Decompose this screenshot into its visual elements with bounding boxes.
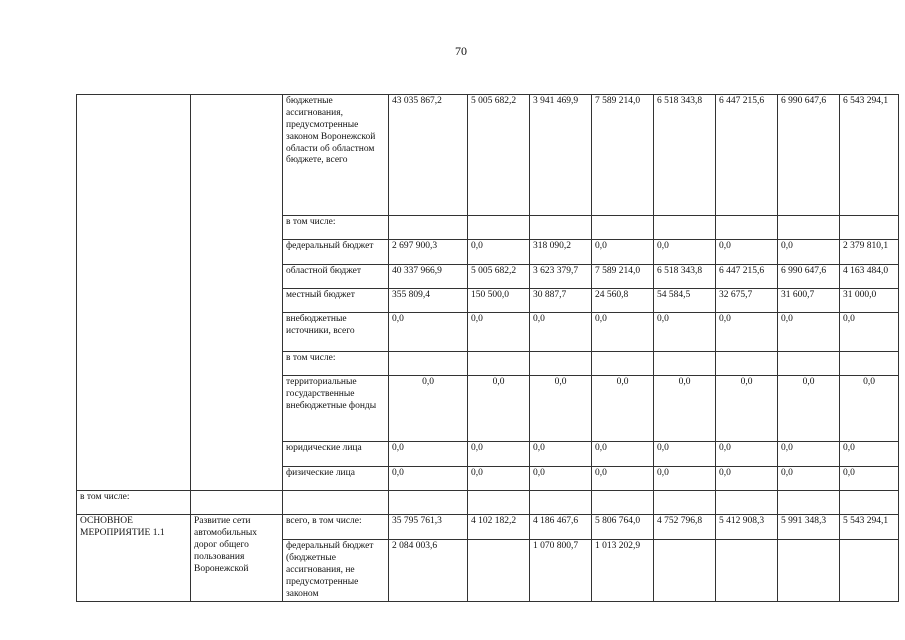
- subheader-label: в том числе:: [77, 491, 191, 515]
- budget-table: [76, 94, 899, 602]
- table-cell: 24 560,8: [592, 289, 654, 313]
- table-cell: 6 518 343,8: [654, 265, 716, 289]
- row-label: местный бюджет: [283, 289, 389, 313]
- table-cell: 0,0: [716, 376, 778, 442]
- table-cell: 1 070 800,7: [530, 540, 592, 602]
- row-label: физические лица: [283, 467, 389, 491]
- table-cell: 4 186 467,6: [530, 515, 592, 540]
- table-cell: 5 005 682,2: [468, 265, 530, 289]
- table-cell: 0,0: [840, 376, 899, 442]
- table-cell: 0,0: [592, 240, 654, 265]
- row-label: в том числе:: [283, 352, 389, 376]
- table-cell: 2 379 810,1: [840, 240, 899, 265]
- table-cell: 35 795 761,3: [389, 515, 468, 540]
- main-event-name: Развитие сети автомобильных дорог общего пользования Воронежской: [191, 515, 283, 602]
- table-cell: 0,0: [654, 313, 716, 352]
- table-cell: 0,0: [389, 467, 468, 491]
- table-cell: [840, 540, 899, 602]
- left-blank-cell: [191, 95, 283, 491]
- row-label: внебюджетные источники, всего: [283, 313, 389, 352]
- table-cell: 3 623 379,7: [530, 265, 592, 289]
- table-cell: 0,0: [530, 467, 592, 491]
- table-cell: 2 697 900,3: [389, 240, 468, 265]
- table-cell: [716, 540, 778, 602]
- row-label: всего, в том числе:: [283, 515, 389, 540]
- row-label: областной бюджет: [283, 265, 389, 289]
- table-cell: 0,0: [530, 376, 592, 442]
- table-cell: 6 447 215,6: [716, 265, 778, 289]
- table-cell: 0,0: [840, 313, 899, 352]
- table-cell: 0,0: [778, 376, 840, 442]
- table-cell: 54 584,5: [654, 289, 716, 313]
- table-cell: [654, 540, 716, 602]
- table-cell: 0,0: [716, 313, 778, 352]
- row-label: территориальные государственные внебюджетные фонды: [283, 376, 389, 442]
- table-cell: 0,0: [778, 313, 840, 352]
- table-cell: 0,0: [389, 442, 468, 467]
- row-label: юридические лица: [283, 442, 389, 467]
- table-cell: 0,0: [592, 376, 654, 442]
- table-cell: 0,0: [592, 313, 654, 352]
- table-cell: 5 806 764,0: [592, 515, 654, 540]
- table-row: [77, 515, 899, 540]
- table-cell: 7 589 214,0: [592, 95, 654, 216]
- table-cell: 31 000,0: [840, 289, 899, 313]
- table-cell: 6 447 215,6: [716, 95, 778, 216]
- table-cell: 7 589 214,0: [592, 265, 654, 289]
- table-row: [77, 95, 899, 216]
- table-cell: 0,0: [778, 467, 840, 491]
- table-cell: 0,0: [716, 467, 778, 491]
- table-cell: 5 005 682,2: [468, 95, 530, 216]
- row-label: бюджетные ассигнования, предусмотренные законом Воронежской области об областном бюджете, всего: [283, 95, 389, 216]
- table-cell: 32 675,7: [716, 289, 778, 313]
- table-cell: 0,0: [716, 240, 778, 265]
- table-cell: 355 809,4: [389, 289, 468, 313]
- table-cell: 43 035 867,2: [389, 95, 468, 216]
- table-row: [77, 491, 899, 515]
- table-cell: 0,0: [840, 442, 899, 467]
- table-cell: 31 600,7: [778, 289, 840, 313]
- table-cell: 5 991 348,3: [778, 515, 840, 540]
- table-cell: 0,0: [389, 376, 468, 442]
- table-cell: 30 887,7: [530, 289, 592, 313]
- table-cell: 6 518 343,8: [654, 95, 716, 216]
- table-cell: 0,0: [840, 467, 899, 491]
- table-cell: 5 412 908,3: [716, 515, 778, 540]
- table-cell: 0,0: [592, 442, 654, 467]
- main-event-title: ОСНОВНОЕ МЕРОПРИЯТИЕ 1.1: [77, 515, 191, 602]
- table-cell: [468, 540, 530, 602]
- table-cell: 0,0: [530, 442, 592, 467]
- table-cell: 0,0: [654, 240, 716, 265]
- table-cell: 4 102 182,2: [468, 515, 530, 540]
- table-cell: 0,0: [778, 442, 840, 467]
- table-cell: 0,0: [654, 467, 716, 491]
- table-cell: 0,0: [468, 467, 530, 491]
- table-cell: 3 941 469,9: [530, 95, 592, 216]
- table-cell: 0,0: [778, 240, 840, 265]
- table-cell: 0,0: [716, 442, 778, 467]
- table-cell: 0,0: [592, 467, 654, 491]
- table-cell: 0,0: [654, 376, 716, 442]
- table-cell: 5 543 294,1: [840, 515, 899, 540]
- table-cell: 318 090,2: [530, 240, 592, 265]
- table-cell: 0,0: [654, 442, 716, 467]
- row-label: федеральный бюджет (бюджетные ассигнования, не предусмотренные законом: [283, 540, 389, 602]
- table-cell: 4 163 484,0: [840, 265, 899, 289]
- table-cell: 6 990 647,6: [778, 95, 840, 216]
- table-cell: 4 752 796,8: [654, 515, 716, 540]
- table-cell: 150 500,0: [468, 289, 530, 313]
- table-cell: [778, 540, 840, 602]
- table-cell: 6 543 294,1: [840, 95, 899, 216]
- table-cell: 6 990 647,6: [778, 265, 840, 289]
- row-label: в том числе:: [283, 216, 389, 240]
- table-cell: 1 013 202,9: [592, 540, 654, 602]
- page-number: 70: [455, 44, 467, 58]
- table-cell: 0,0: [389, 313, 468, 352]
- table-cell: 2 084 003,6: [389, 540, 468, 602]
- table-cell: 0,0: [530, 313, 592, 352]
- table-cell: 0,0: [468, 313, 530, 352]
- left-blank-cell: [77, 95, 191, 491]
- table-cell: 0,0: [468, 240, 530, 265]
- table-cell: 0,0: [468, 442, 530, 467]
- table-cell: 40 337 966,9: [389, 265, 468, 289]
- row-label: федеральный бюджет: [283, 240, 389, 265]
- table-cell: 0,0: [468, 376, 530, 442]
